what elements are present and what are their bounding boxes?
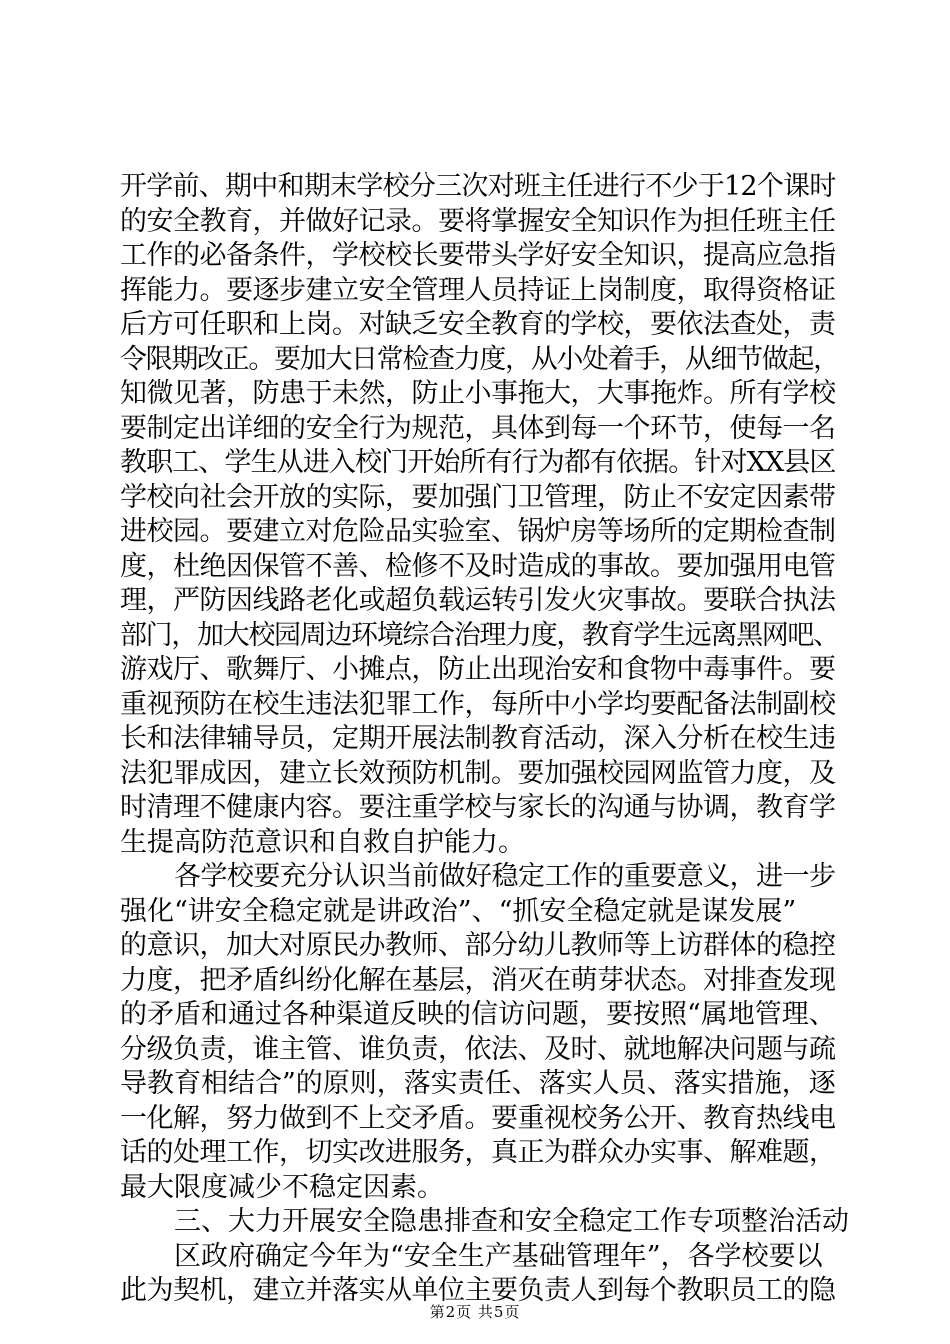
text-line: 部门，加大校园周边环境综合治理力度，教育学生远离黑网吧、 [120,620,839,651]
paragraph-first-line: 各学校要充分认识当前做好稳定工作的重要意义，进一步 [174,861,836,892]
text-line: 最大限度减少不稳定因素。 [120,1172,444,1203]
text-line: 导教育相结合”的原则，落实责任、落实人员、落实措施，逐 [120,1068,836,1099]
text-line: 此为契机，建立并落实从单位主要负责人到每个教职员工的隐 [120,1275,836,1306]
text-line: 的矛盾和通过各种渠道反映的信访问题，要按照“属地管理、 [120,999,836,1030]
text-line: 游戏厅、歌舞厅、小摊点，防止出现治安和食物中毒事件。要 [120,654,836,685]
text-line: 理，严防因线路老化或超负载运转引发火灾事故。要联合执法 [120,585,836,616]
text-line: 分级负责，谁主管、谁负责，依法、及时、就地解决问题与疏 [120,1034,836,1065]
text-line: 要制定出详细的安全行为规范，具体到每一个环节，使每一名 [120,413,836,444]
text-line: 后方可任职和上岗。对缺乏安全教育的学校，要依法查处，责 [120,309,836,340]
text-line: 长和法律辅导员，定期开展法制教育活动，深入分析在校生违 [120,723,836,754]
text-line: 时清理不健康内容。要注重学校与家长的沟通与协调，教育学 [120,792,836,823]
text-line: 一化解，努力做到不上交矛盾。要重视校务公开、教育热线电 [120,1103,836,1134]
text-line: 挥能力。要逐步建立安全管理人员持证上岗制度，取得资格证 [120,275,836,306]
text-line: 重视预防在校生违法犯罪工作，每所中小学均要配备法制副校 [120,689,836,720]
text-line: 法犯罪成因，建立长效预防机制。要加强校园网监管力度，及 [120,758,836,789]
page-number-footer: 第2页 共5页 [429,1303,521,1321]
text-line: 的安全教育，并做好记录。要将掌握安全知识作为担任班主任 [120,206,836,237]
section-heading: 三、大力开展安全隐患排查和安全稳定工作专项整治活动 [174,1206,849,1237]
text-line: 强化“讲安全稳定就是讲政治”、“抓安全稳定就是谋发展” [120,896,797,927]
text-line: 令限期改正。要加大日常检查力度，从小处着手，从细节做起， [120,344,839,375]
text-line: 工作的必备条件，学校校长要带头学好安全知识，提高应急指 [120,240,836,271]
text-line: 学校向社会开放的实际，要加强门卫管理，防止不安定因素带 [120,482,836,513]
text-line: 的意识，加大对原民办教师、部分幼儿教师等上访群体的稳控 [120,930,836,961]
text-line: 话的处理工作，切实改进服务，真正为群众办实事、解难题， [120,1137,836,1168]
text-line: 生提高防范意识和自救自护能力。 [120,827,525,858]
text-line: 力度，把矛盾纠纷化解在基层，消灭在萌芽状态。对排查发现 [120,965,836,996]
text-line: 度，杜绝因保管不善、检修不及时造成的事故。要加强用电管 [120,551,836,582]
text-line: 进校园。要建立对危险品实验室、锅炉房等场所的定期检查制 [120,516,836,547]
text-line: 知微见著，防患于未然，防止小事拖大，大事拖炸。所有学校 [120,378,836,409]
text-line: 开学前、期中和期末学校分三次对班主任进行不少于12个课时 [120,171,836,202]
text-line: 教职工、学生从进入校门开始所有行为都有依据。针对XX县区 [120,447,836,478]
paragraph-first-line: 区政府确定今年为“安全生产基础管理年”，各学校要以 [174,1241,823,1272]
